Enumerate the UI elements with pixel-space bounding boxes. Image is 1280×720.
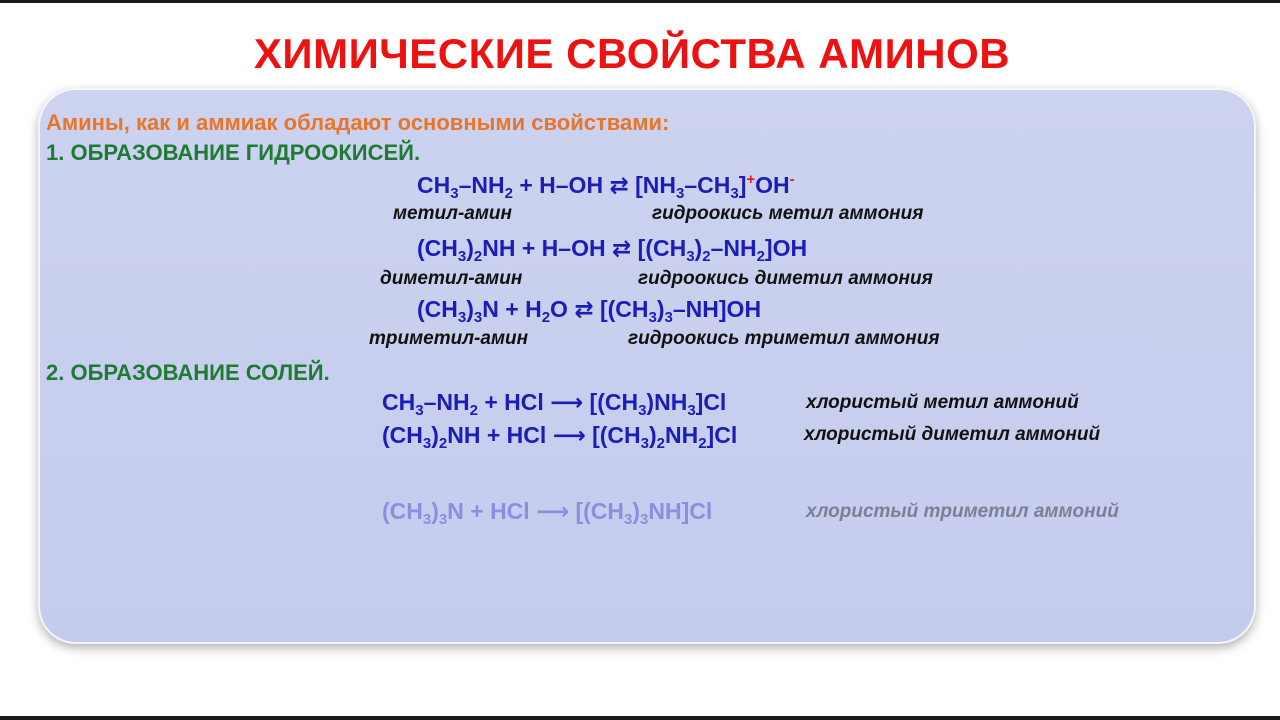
reactant-name-3: триметил-амин — [369, 328, 529, 349]
equation-right: $[(CH_3)_2-NH_2]OH$ — [637, 235, 808, 265]
salt-name-3: хлористый триметил аммоний — [806, 501, 1119, 522]
reaction-arrow: ⟶ — [552, 422, 586, 448]
slide-title: ХИМИЧЕСКИЕ СВОЙСТВА АМИНОВ — [253, 30, 1011, 77]
product-name-2: гидроокись диметил аммония — [638, 268, 933, 289]
equation-right: $[(CH_3)_3NH]Cl$ — [575, 498, 713, 528]
equation-right: $[NH_3-CH_3]^+OH^-$ — [635, 171, 795, 202]
reaction-arrow: ⟶ — [536, 498, 570, 524]
equation-left: $CH_3-NH_2$ + HCl — [382, 389, 544, 419]
equation-right: $[(CH_3)NH_3]Cl$ — [589, 389, 727, 419]
equation-left: $(CH_3)_3N + H_2O$ — [417, 296, 568, 326]
reactant-name-1: метил-амин — [393, 203, 512, 224]
intro-text: Амины, как и аммиак обладают основными свойствами: — [46, 110, 670, 135]
equation-left: $(CH_3)_2NH + H-OH$ — [417, 235, 606, 265]
salt-equation-3 — [382, 498, 713, 528]
hydroxide-equation-3 — [417, 296, 762, 326]
salt-equation-1 — [382, 389, 727, 419]
slide-bottom-border — [0, 716, 1280, 720]
reaction-arrow: ⟶ — [550, 389, 584, 415]
product-name-3: гидроокись триметил аммония — [628, 328, 940, 349]
section-hydroxides-heading: 1. ОБРАЗОВАНИЕ ГИДРООКИСЕЙ. — [46, 140, 421, 165]
equation-left: $(CH_3)_2NH$ + HCl — [382, 422, 547, 452]
salt-name-1: хлористый метил аммоний — [806, 392, 1079, 413]
equation-left: $(CH_3)_3N$ + HCl — [382, 498, 530, 528]
salt-equation-2 — [382, 422, 738, 452]
equation-right: $[(CH_3)_2NH_2]Cl$ — [592, 422, 738, 452]
product-name-1: гидроокись метил аммония — [652, 203, 924, 224]
hydroxide-equation-2 — [417, 235, 808, 265]
reactant-name-2: диметил-амин — [380, 268, 523, 289]
equilibrium-arrow: ⇄ — [609, 172, 629, 198]
equation-right: $[(CH_3)_3-NH]OH$ — [599, 296, 762, 326]
salt-name-2: хлористый диметил аммоний — [804, 424, 1101, 445]
slide-top-border — [0, 0, 1280, 3]
section-salts-heading: 2. ОБРАЗОВАНИЕ СОЛЕЙ. — [46, 360, 330, 385]
equilibrium-arrow: ⇄ — [574, 296, 594, 322]
hydroxide-equation-1 — [417, 171, 795, 202]
equation-left: $CH_3-NH_2 + H-OH$ — [417, 172, 604, 202]
equilibrium-arrow: ⇄ — [611, 235, 632, 261]
